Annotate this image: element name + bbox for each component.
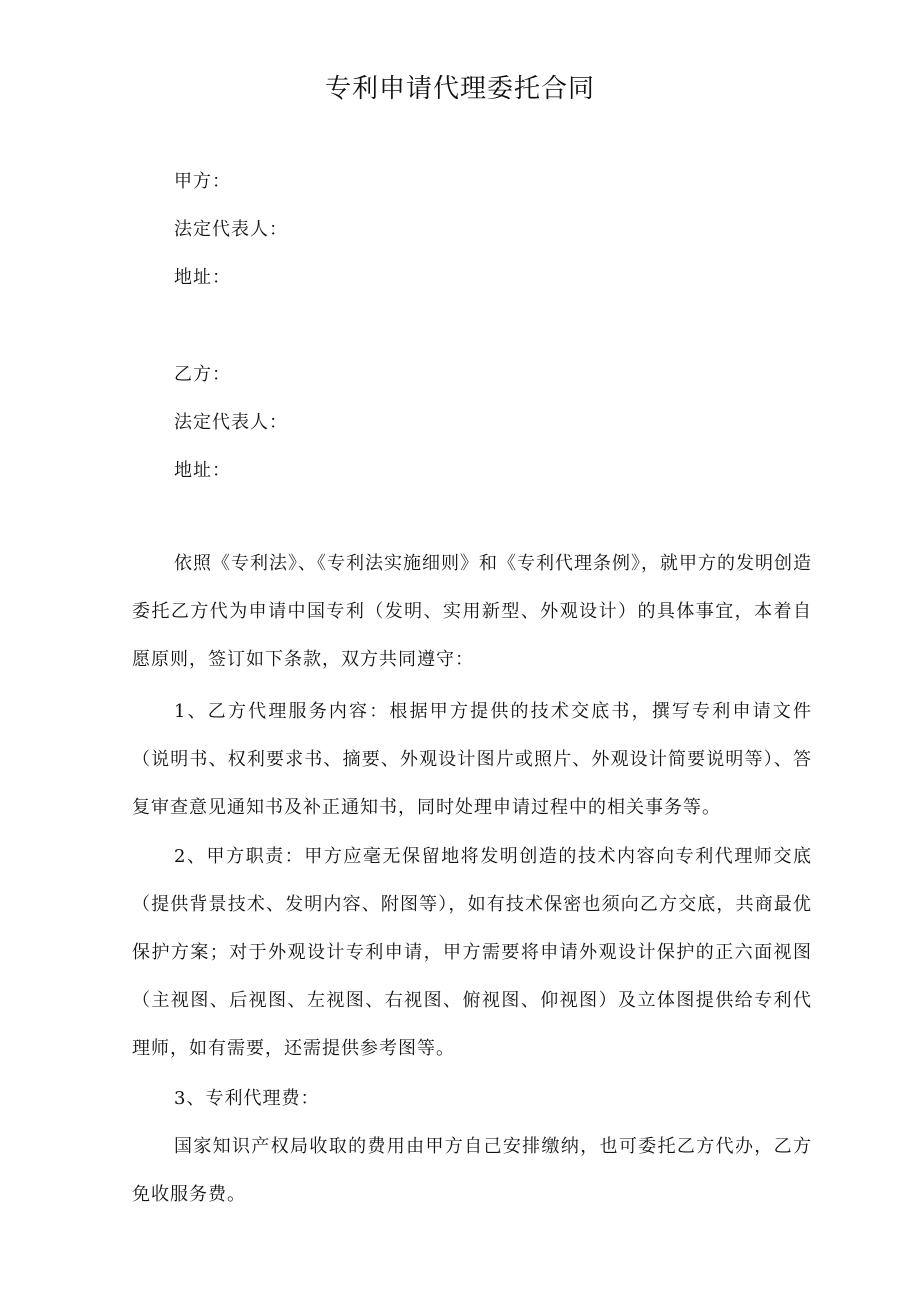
party-a-representative-label: 法定代表人： [174,219,288,240]
party-a-address-label: 地址： [174,267,231,288]
party-b-address-label: 地址： [174,460,231,481]
clause-2-paragraph: 2、甲方职责：甲方应毫无保留地将发明创造的技术内容向专利代理师交底（提供背景技术、发明内容、附图等），如有技术保密也须向乙方交底，共商最优保护方案；对于外观设计专利申请，甲方需要将申请外观设计保护的正六面视图（主视图、后视图、左视图、右视图、俯视图、仰视图）及立体图提供给专利代理师，如有需要，还需提供参考图等。 [132,846,812,1059]
clause-3-heading: 3、专利代理费： [174,1088,320,1109]
clause-1-paragraph: 1、乙方代理服务内容：根据甲方提供的技术交底书，撰写专利申请文件（说明书、权利要求书、摘要、外观设计图片或照片、外观设计简要说明等）、答复审查意见通知书及补正通知书，同时处理申请过程中的相关事务等。 [132,701,812,818]
party-a-label: 甲方： [174,171,231,192]
intro-paragraph: 依照《专利法》、《专利法实施细则》和《专利代理条例》，就甲方的发明创造委托乙方代为申请中国专利（发明、实用新型、外观设计）的具体事宜，本着自愿原则，签订如下条款，双方共同遵守： [132,553,812,670]
clause-3-paragraph: 国家知识产权局收取的费用由甲方自己安排缴纳，也可委托乙方代办，乙方免收服务费。 [132,1136,812,1205]
party-b-label: 乙方： [174,364,231,385]
party-b-representative-label: 法定代表人： [174,412,288,433]
document-title: 专利申请代理委托合同 [324,74,595,104]
